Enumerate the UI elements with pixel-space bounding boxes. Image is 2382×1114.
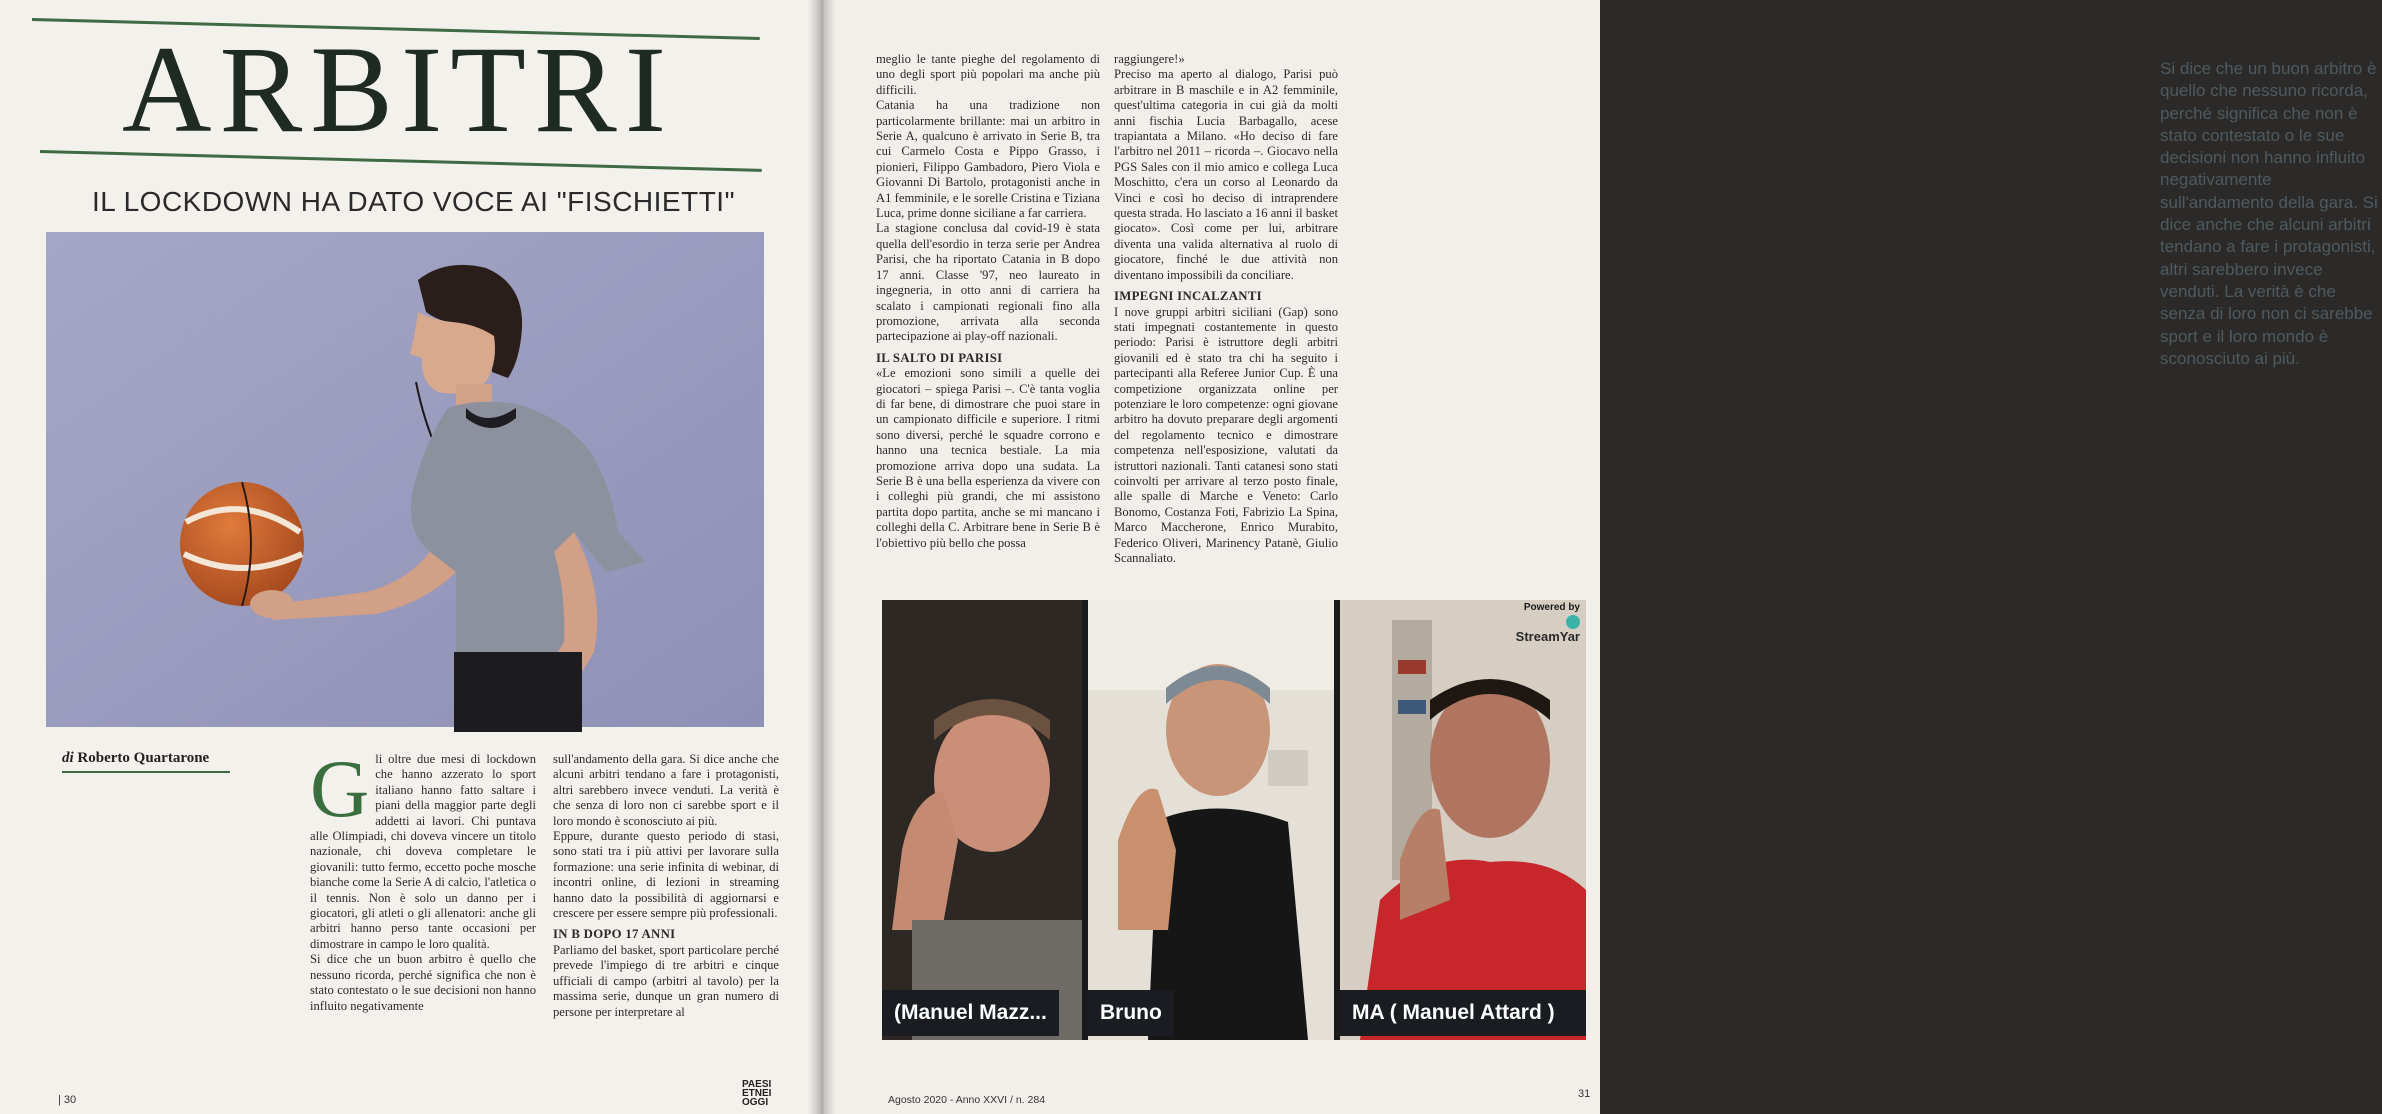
- powered-by-text: Powered by: [1523, 602, 1580, 613]
- paragraph: li oltre due mesi di lockdown che hanno azzerato lo sport italiano hanno fatto saltare i piani della maggior parte degli addetti ai lavori. Chi puntava alle Olimpiadi, chi doveva vincere un titolo nazionale, chi doveva completare le giovanili: tutto fermo, eccetto poche mosche bianche come la Serie A di calcio, l'atletica o il tennis. Non è solo un danno per i giocatori, gli atleti o gli allenatori: anche gli arbitri hanno perso tante occasioni per dimostrare in campo le loro qualità.: [310, 752, 536, 951]
- participant-video-1: [882, 600, 1082, 1040]
- participant-video-3: [1340, 600, 1586, 1040]
- section-heading: IMPEGNI INCALZANTI: [1114, 289, 1262, 304]
- video-call-screenshot: [882, 600, 1586, 1040]
- participant-tile-3: [1340, 600, 1586, 1040]
- left-page: [0, 0, 822, 1114]
- participant-video-2: [1088, 600, 1334, 1040]
- text-column-3: [876, 52, 1100, 551]
- paragraph: La stagione conclusa dal covid-19 è stata quella dell'esordio in terza serie per Andrea Parisi, che ha riportato Catania in B dopo 17 anni. Classe '97, neo laureato in ingegneria, in otto anni di carriera ha scalato i campionati regionali fino alla promozione, arrivata alla seconda partecipazione ai play-off nazionali.: [876, 221, 1100, 344]
- magazine-logo: PAESI ETNEI OGGI: [742, 1079, 772, 1108]
- page-number-right: 31: [1578, 1088, 1591, 1100]
- paragraph: sull'andamento della gara. Si dice anche che alcuni arbitri tendano a fare i protagonisti, altri sarebbero invece venduti. La verità è che senza di loro non ci sarebbe sport e il loro mondo è sconosciuto ai più.: [553, 752, 779, 828]
- section-heading: IN B DOPO 17 ANNI: [553, 927, 676, 942]
- participant-name-2: Bruno: [1088, 990, 1174, 1036]
- right-page: [822, 0, 2378, 1114]
- paragraph: Preciso ma aperto al dialogo, Parisi può arbitrare in B maschile e in A2 femminile, quest'ultima categoria in cui già da molti anni fischia Lucia Barbagallo, acese trapiantata a Milano. «Ho deciso di fare l'arbitro nel 2011 – ricorda –. Giocavo nella PGS Sales con il mio amico e collega Luca Moschitto, c'era un corso al Leonardo da Vinci e così ho deciso di intraprendere questa strada. Ho lasciato a 16 anni il basket giocato». Così come per lui, arbitrare diventa una valida alternativa al ruolo di giocatore, finché le due attività non diventano impossibili da conciliare.: [1114, 67, 1338, 282]
- paragraph: «Le emozioni sono simili a quelle dei giocatori – spiega Parisi –. C'è tanta voglia di far bene, di dimostrare che puoi stare in un campionato difficile e superiore. I ritmi sono diversi, perché le squadre corrono e hanno una tecnica bestiale. La mia promozione arriva dopo una sudata. La Serie B è una bella esperienza da vivere con i colleghi più grandi, che mi assistono partita dopo partita, anche se mi mancano i colleghi della C. Arbitrare bene in Serie B è l'obiettivo più bello che possa: [876, 366, 1100, 550]
- participant-name-1: (Manuel Mazz...: [882, 990, 1059, 1036]
- article-subtitle: IL LOCKDOWN HA DATO VOCE AI "FISCHIETTI": [92, 186, 736, 217]
- referee-illustration: [46, 232, 764, 727]
- participant-tile-2: [1088, 600, 1334, 1040]
- text-column-2: [553, 752, 779, 1020]
- participant-tile-1: [882, 600, 1082, 1040]
- text-column-1: [310, 743, 536, 1014]
- article-title: ARBITRI: [122, 21, 674, 158]
- paragraph: meglio le tante pieghe del regolamento di uno degli sport più popolari ma anche più difficili.: [876, 52, 1100, 97]
- byline: [62, 750, 209, 767]
- byline-author: Roberto Quartarone: [77, 750, 210, 766]
- streamyard-icon: [1566, 615, 1580, 629]
- paragraph: Catania ha una tradizione non particolarmente brillante: mai un arbitro in Serie A, qualcuno è arrivato in Serie B, tra cui Carmelo Costa e Pippo Grasso, i pionieri, Filippo Gambadoro, Piero Viola e Giovanni Di Bartolo, protagonisti anche in A1 femminile, e le sorelle Cristina e Tiziana Luca, prime donne siciliane a far carriera.: [876, 98, 1100, 221]
- issue-footer: Agosto 2020 - Anno XXVI / n. 284: [888, 1094, 1046, 1106]
- streamyard-logo: [1516, 615, 1580, 629]
- referee-photo: [46, 232, 764, 727]
- paragraph: Si dice che un buon arbitro è quello che nessuno ricorda, perché significa che non è stato contestato o le sue decisioni non hanno influito negativamente: [310, 952, 536, 1013]
- byline-rule: [62, 771, 230, 773]
- pull-quote: Si dice che un buon arbitro è quello che nessuno ricorda, perché significa che non è stato contestato o le sue decisioni non hanno influito negativamente sull'andamento della gara. Si dice anche che alcuni arbitri tendano a fare i protagonisti, altri sarebbero invece venduti. La verità è che senza di loro non ci sarebbe sport e il loro mondo è sconosciuto ai più.: [2160, 59, 2378, 368]
- text-column-4: [1114, 52, 1338, 566]
- paragraph: raggiungere!»: [1114, 52, 1185, 66]
- streamyard-text: StreamYar: [1515, 629, 1580, 644]
- paragraph: Eppure, durante questo periodo di stasi, sono stati tra i più attivi per lavorare sulla formazione: una serie infinita di webinar, di incontri online, di lezioni in streaming hanno dato la possibilità di aggiornarsi e crescere per essere sempre più professionali.: [553, 829, 779, 921]
- byline-prefix: di: [62, 750, 74, 766]
- drop-cap: G: [310, 743, 370, 834]
- powered-by-badge: [1516, 602, 1580, 644]
- page-number-left: | 30: [58, 1094, 77, 1106]
- participant-name-3: MA ( Manuel Attard ): [1340, 990, 1586, 1036]
- paragraph: Parliamo del basket, sport particolare perché prevede l'impiego di tre arbitri e cinque ufficiali di campo (arbitri al tavolo) per la massima serie, dunque un gran numero di persone per interpretare al: [553, 942, 779, 1019]
- section-heading: IL SALTO DI PARISI: [876, 350, 1003, 365]
- paragraph: I nove gruppi arbitri siciliani (Gap) sono stati impegnati costantemente in questo periodo: Parisi è istruttore degli arbitri giovanili ed è stato tra chi ha seguito i partecipanti alla Referee Junior Cup. È una competizione organizzata online per potenziare le loro competenze: ogni giovane arbitro ha dovuto preparare degli argomenti del regolamento tecnico e dimostrare competenza nell'esposizione, valutati da istruttori nazionali. Tanti catanesi sono stati coinvolti per arrivare al terzo posto finale, alle spalle di Marche e Veneto: Carlo Bonomo, Costanza Foti, Fabrizio La Spina, Marco Maccherone, Enrico Murabito, Federico Oliveri, Marinency Patanè, Giulio Scannaliato.: [1114, 304, 1338, 565]
